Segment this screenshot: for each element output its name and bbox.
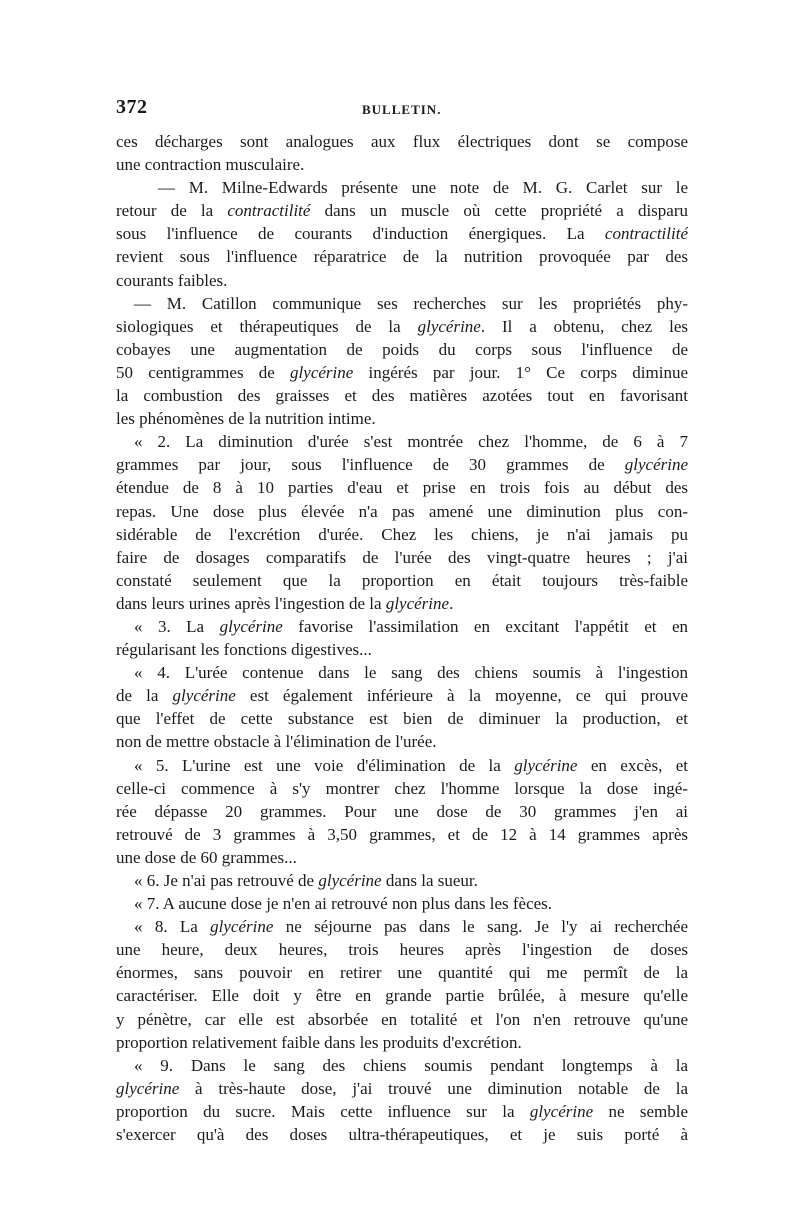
text-line: s'exercer qu'à des doses ultra-thérapeutiques, et je suis porté à — [116, 1125, 688, 1145]
text-line: régularisant les fonctions digestives... — [116, 640, 372, 660]
text-line: celle-ci commence à s'y montrer chez l'homme lorsque la dose ingé- — [116, 778, 688, 798]
text-line: ces décharges sont analogues aux flux électriques dont se compose — [116, 132, 688, 151]
text-line: dans leurs urines après l'ingestion de la glycérine. — [116, 593, 454, 613]
text-line: que l'effet de cette substance est bien de diminuer la production, et — [116, 709, 688, 729]
text-line: caractériser. Elle doit y être en grande partie brûlée, à mesure qu'elle — [116, 986, 688, 1006]
text-line: cobayes une augmentation de poids du corps sous l'influence de — [116, 339, 688, 359]
running-title: BULLETIN. — [362, 102, 442, 117]
text-line: « 7. A aucune dose je n'en ai retrouvé non plus dans les fèces. — [134, 894, 553, 914]
text-line: repas. Une dose plus élevée n'a pas amené une diminution plus con- — [116, 501, 688, 521]
text-line: énormes, sans pouvoir en retirer une quantité qui me permît de la — [116, 963, 688, 983]
text-line: revient sous l'influence réparatrice de la nutrition provoquée par des — [116, 247, 688, 267]
text-line: 50 centigrammes de glycérine ingérés par jour. 1° Ce corps diminue — [116, 362, 688, 382]
body-text — [116, 130, 688, 1146]
text-line: courants faibles. — [116, 270, 228, 290]
text-line: — M. Catillon communique ses recherches sur les propriétés phy- — [134, 293, 688, 313]
text-line: grammes par jour, sous l'influence de 30 grammes de glycérine — [116, 455, 688, 475]
text-line: faire de dosages comparatifs de l'urée des vingt-quatre heures ; j'ai — [116, 547, 688, 567]
text-line: retrouvé de 3 grammes à 3,50 grammes, et de 12 à 14 grammes après — [116, 824, 688, 844]
text-line: glycérine à très-haute dose, j'ai trouvé une diminution notable de la — [116, 1078, 688, 1098]
page-header — [116, 96, 688, 122]
text-line: une contraction musculaire. — [116, 155, 305, 175]
text-line: étendue de 8 à 10 parties d'eau et prise en trois fois au début des — [116, 478, 688, 498]
text-line: « 8. La glycérine ne séjourne pas dans le sang. Je l'y ai recherchée — [134, 917, 688, 937]
text-line: une heure, deux heures, trois heures après l'ingestion de doses — [116, 940, 688, 960]
text-line: rée dépasse 20 grammes. Pour une dose de 30 grammes j'en ai — [116, 801, 688, 821]
text-line: siologiques et thérapeutiques de la glycérine. Il a obtenu, chez les — [116, 316, 688, 336]
text-line: les phénomènes de la nutrition intime. — [116, 409, 376, 429]
text-line: « 4. L'urée contenue dans le sang des chiens soumis à l'ingestion — [134, 663, 688, 683]
text-line: « 6. Je n'ai pas retrouvé de glycérine dans la sueur. — [134, 871, 478, 890]
text-line: sidérable de l'excrétion d'urée. Chez les chiens, je n'ai jamais pu — [116, 524, 688, 544]
text-line: non de mettre obstacle à l'élimination de l'urée. — [116, 732, 437, 752]
text-line: « 5. L'urine est une voie d'élimination de la glycérine en excès, et — [134, 755, 688, 775]
text-line: « 2. La diminution d'urée s'est montrée chez l'homme, de 6 à 7 — [134, 432, 688, 452]
text-line: y pénètre, car elle est absorbée en totalité et l'on n'en retrouve qu'une — [116, 1009, 688, 1029]
text-line: constaté seulement que la proportion en était toujours très-faible — [116, 570, 688, 590]
text-line: proportion du sucre. Mais cette influence sur la glycérine ne semble — [116, 1101, 688, 1121]
text-line: une dose de 60 grammes... — [116, 847, 297, 867]
text-line: retour de la contractilité dans un muscle où cette propriété a disparu — [116, 201, 688, 221]
text-line: — M. Milne-Edwards présente une note de M. G. Carlet sur le — [158, 178, 688, 198]
text-line: « 3. La glycérine favorise l'assimilation en excitant l'appétit et en — [134, 616, 688, 636]
text-line: proportion relativement faible dans les produits d'excrétion. — [116, 1032, 522, 1052]
text-line: de la glycérine est également inférieure à la moyenne, ce qui prouve — [116, 686, 688, 706]
text-line: « 9. Dans le sang des chiens soumis pendant longtemps à la — [134, 1055, 688, 1075]
page-number: 372 — [116, 96, 148, 118]
text-line: la combustion des graisses et des matières azotées tout en favorisant — [116, 386, 688, 406]
text-line: sous l'influence de courants d'induction énergiques. La contractilité — [116, 224, 688, 244]
